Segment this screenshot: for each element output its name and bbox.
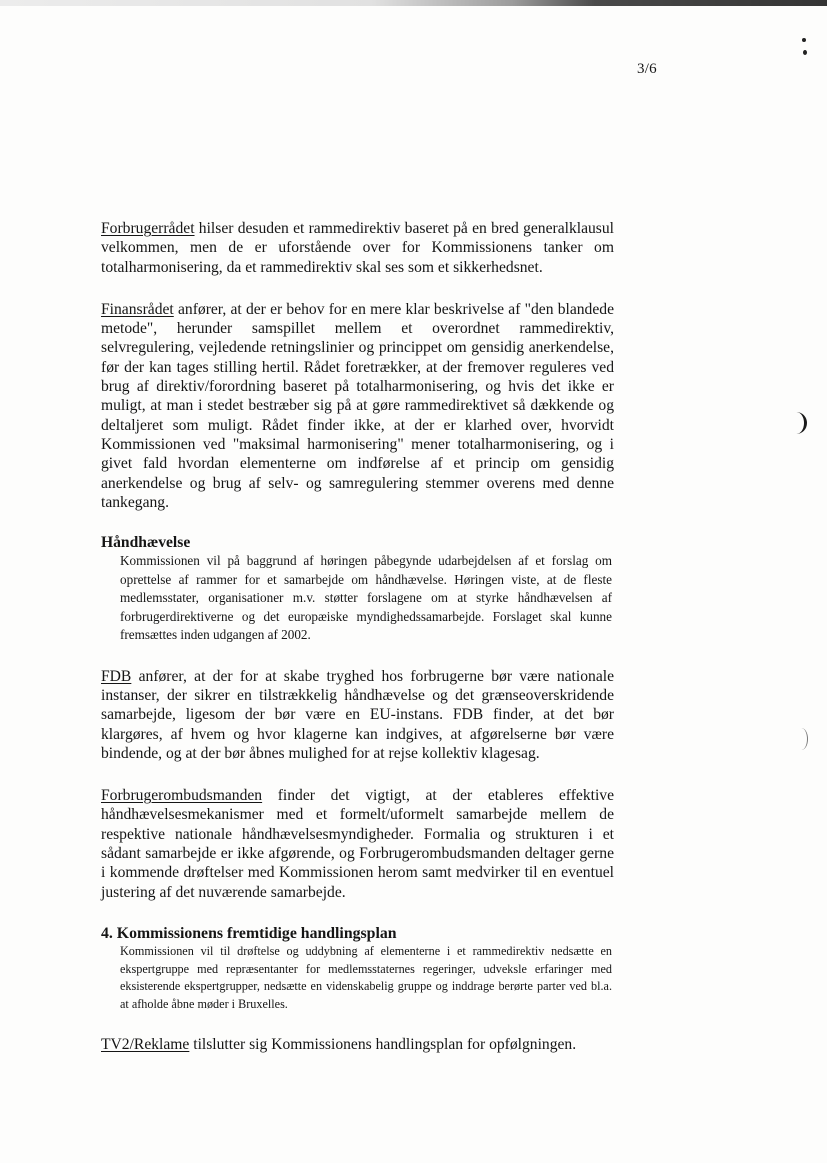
punch-hole-arc — [786, 412, 807, 434]
paragraph-forbrugerraadet — [101, 219, 614, 277]
paragraph-text: anfører, at der er behov for en mere klar beskrivelse af "den blandede metode", herunder samspillet mellem et overordnet rammedirektiv, selvregulering, vejledende retningslinier og princippet om gensidig anerkendelse, før der kan tages stilling hertil. Rådet foretrækker, at der fremover reguleres ved brug af direktiv/forordning baseret på totalharmonisering, og hvis det ikke er muligt, at man i stedet bestræber sig på at gøre rammedirektivet så dækkende og deltaljeret som muligt. Rådet finder ikke, at der er klarhed over, hvorvidt Kommissionen ved "maksimal harmonisering" mener totalharmonisering, og i givet fald hvordan elementerne om indførelse af et princip om gensidig anerkendelse og brug af selv- og samregulering stemmer overens med denne tankegang. — [101, 300, 614, 511]
section-heading-enforcement: Håndhævelse — [101, 534, 191, 552]
commission-quote-enforcement: Kommissionen vil på baggrund af høringen påbegynde udarbejdelsen af et forslag om oprettelse af rammer for et samarbejde om håndhævelse. Høringen viste, at de fleste medlemsstater, organisationer m.v. støtter forslagene om at styrke håndhævelsen af forbrugerdirektiverne og det europæiske myndighedssamarbejde. Forslaget skal kunne fremsættes inden udgangen af 2002. — [120, 553, 612, 643]
paragraph-text: hilser desuden et rammedirektiv baseret på en bred generalklausul velkommen, men de er uforstående over for Kommissionens tanker om totalharmonisering, da et rammedirektiv skal ses som et sikkerhedsnet. — [101, 220, 614, 276]
punch-hole-arc-faint — [795, 728, 808, 750]
org-name: Forbrugerombudsmanden — [101, 787, 263, 805]
scan-top-edge — [0, 0, 827, 6]
scan-dot-mark — [802, 38, 806, 42]
paragraph-text: tilslutter sig Kommissionens handlingsplan for opfølgningen. — [189, 1036, 577, 1054]
paragraph-text: finder det vigtigt, at der etableres effektive håndhævelsesmekanismer med et formelt/uformelt samarbejde mellem de respektive nationale håndhævelsesmyndigheder. Formalia og strukturen i et sådant samarbejde er ikke afgørende, og Forbrugerombudsmanden deltager gerne i kommende drøftelser med Kommissionen herom samt medvirker til en eventuel justering af det nuværende samarbejde. — [101, 787, 614, 901]
org-name: FDB — [101, 667, 132, 685]
commission-quote-action-plan: Kommissionen vil til drøftelse og uddybning af elementerne i et rammedirektiv nedsætte en ekspertgruppe med repræsentanter for medlemsstaternes regeringer, udveksle erfaringer med eksisterende ekspertgrupper, nedsætte en videnskabelig gruppe og inddrage berørte parter ved bl.a. at afholde åbne møder i Bruxelles. — [120, 943, 612, 1011]
page-number: 3/6 — [637, 61, 657, 77]
org-name: Forbrugerrådet — [101, 220, 195, 237]
paragraph-text: anfører, at der for at skabe tryghed hos forbrugerne bør være nationale instanser, der sikrer en tilstrækkelig håndhævelse og det grænseoverskridende samarbejde, ligesom der bør være en EU-instans. FDB finder, at det bør klargøres, af hvem og hvor klagerne kan indgives, at afgørelserne bør være bindende, og at der bør åbnes mulighed for at rejse kollektiv klagesag. — [101, 667, 614, 762]
paragraph-forbrugerombudsmanden — [101, 786, 614, 902]
scan-dot-mark — [803, 50, 807, 55]
paragraph-tv2-reklame — [101, 1035, 614, 1054]
paragraph-fdb — [101, 667, 614, 763]
org-name: TV2/Reklame — [101, 1036, 190, 1054]
org-name: Finansrådet — [101, 300, 174, 318]
document-body — [101, 219, 614, 1055]
section-heading-action-plan: 4. Kommissionens fremtidige handlingsplan — [101, 924, 397, 942]
paragraph-finansraadet — [101, 300, 614, 512]
